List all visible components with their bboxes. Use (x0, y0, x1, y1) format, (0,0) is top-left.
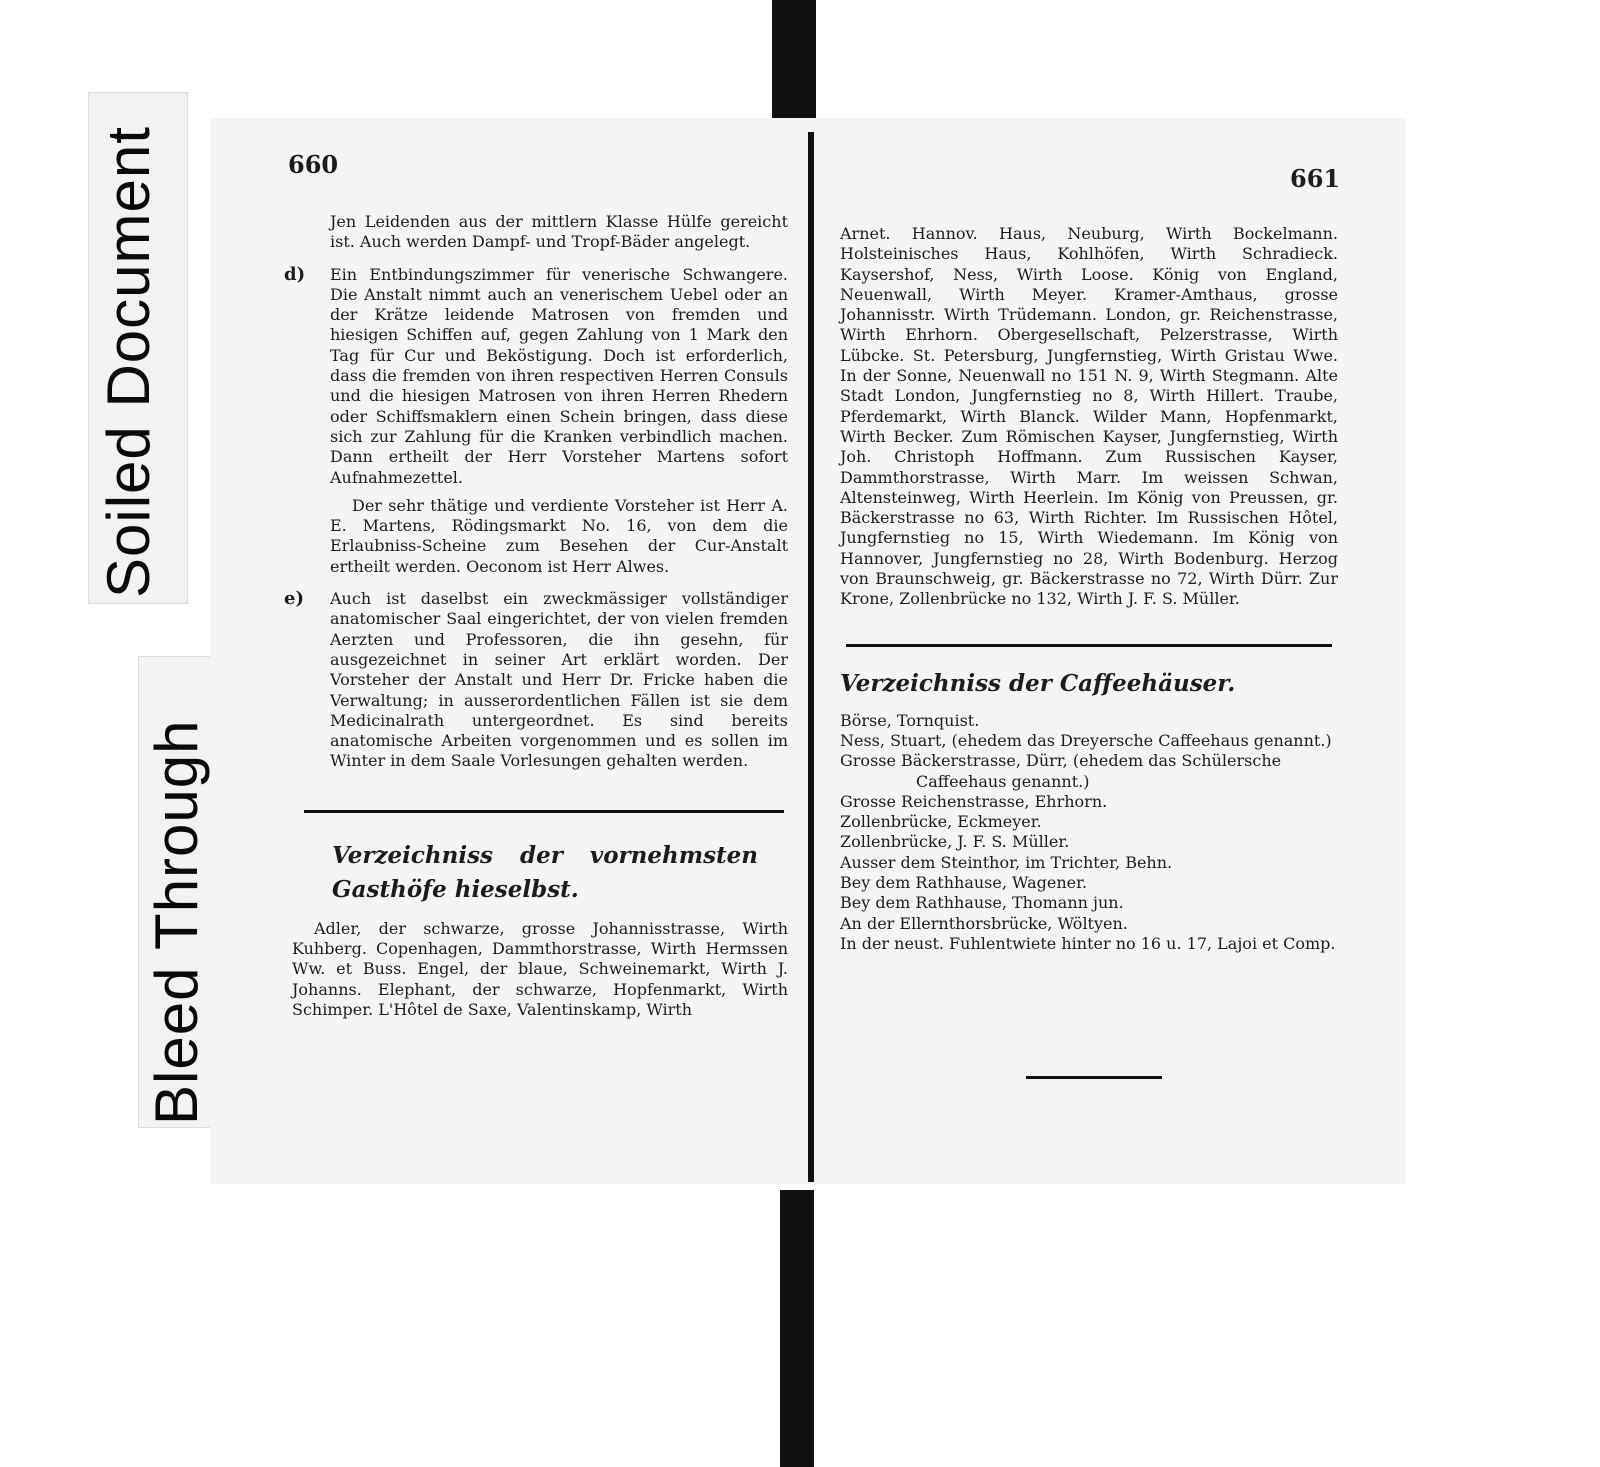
list-item: Ness, Stuart, (ehedem das Dreyersche Caffeehaus genannt.) (840, 730, 1332, 750)
list-item: Börse, Tornquist. (840, 710, 980, 730)
list-item: In der neust. Fuhlentwiete hinter no 16 u. 17, Lajoi et Comp. (840, 933, 1336, 953)
right-section-rule (846, 644, 1332, 647)
item-d (284, 263, 788, 488)
caffee-list (840, 711, 1338, 955)
bleed-through-label: Bleed Through (143, 719, 210, 1125)
list-item: Bey dem Rathhause, Thomann jun. (840, 893, 1124, 913)
list-item: Zollenbrücke, Eckmeyer. (840, 812, 1042, 832)
gasthoefe-heading: Verzeichniss der vornehmsten Gasthöfe hieselbst. (332, 841, 758, 903)
soiled-document-label: Soiled Document (95, 126, 162, 598)
caffee-heading: Verzeichniss der Caffeehäuser. (840, 669, 1236, 697)
list-item: Bey dem Rathhause, Wagener. (840, 873, 1088, 893)
left-page-number: 660 (288, 150, 339, 179)
list-item: Zollenbrücke, J. F. S. Müller. (840, 832, 1070, 852)
right-page-number: 661 (1290, 164, 1341, 193)
vorsteher-paragraph: Der sehr thätige und verdiente Vorsteher ist Herr A. E. Martens, Rödingsmarkt No. 16, von dem die Erlaubniss-Scheine zum Besehen der Cur-Anstalt ertheilt werden. Oeconom ist Herr Alwes. (330, 495, 788, 576)
intro-paragraph: Jen Leidenden aus der mittlern Klasse Hülfe gereicht ist. Auch werden Dampf- und Tropf-Bäder angelegt. (330, 212, 788, 252)
right-page-body (840, 224, 1338, 954)
gasthoefe-text: Adler, der schwarze, grosse Johannisstrasse, Wirth Kuhberg. Copenhagen, Dammthorstrasse, Wirth Hermssen Ww. et Buss. Engel, der blaue, Schweinemarkt, Wirth J. Johanns. Elephant, der schwarze, Hopfenmarkt, Wirth Schimper. L'Hôtel de Saxe, Valentinskamp, Wirth (292, 918, 788, 1019)
item-d-marker: d) (284, 263, 306, 285)
list-item: Grosse Bäckerstrasse, Dürr, (ehedem das Schülersche Caffeehaus genannt.) (840, 751, 1282, 791)
list-item: Ausser dem Steinthor, im Trichter, Behn. (840, 852, 1173, 872)
end-rule (1026, 1076, 1162, 1079)
item-e-text: Auch ist daselbst ein zweckmässiger vollständiger anatomischer Saal eingerichtet, der von vielen fremden Aerzten und Professoren, die ihn gesehn, für ausgezeichnet in seiner Art erklärt worden. Der Vorsteher der Anstalt und Herr Dr. Fricke haben die Verwaltung; in ausserordentlichen Fällen ist sie dem Medicinalrath untergeordnet. Es sind bereits anatomische Arbeiten vorgenommen und es sollen im Winter in dem Saale Vorlesungen gehalten werden. (330, 589, 788, 771)
item-e (284, 588, 788, 772)
left-section-rule (304, 810, 784, 813)
item-e-marker: e) (284, 588, 304, 610)
binding-bar-bottom (780, 1190, 814, 1467)
gasthoefe-continued: Arnet. Hannov. Haus, Neuburg, Wirth Bockelmann. Holsteinisches Haus, Kohlhöfen, Wirth Schradieck. Kaysershof, Ness, Wirth Loose. König von England, Neuenwall, Wirth Meyer. Kramer-Amthaus, grosse Johannisstr. Wirth Trüdemann. London, gr. Reichenstrasse, Wirth Ehrhorn. Obergesellschaft, Pelzerstrasse, Wirth Lübcke. St. Petersburg, Jungfernstieg, Wirth Gristau Wwe. In der Sonne, Neuenwall no 151 N. 9, Wirth Stegmann. Alte Stadt London, Jungfernstieg no 8, Wirth Hillert. Traube, Pferdemarkt, Wirth Blanck. Wilder Mann, Hopfenmarkt, Wirth Becker. Zum Römischen Kayser, Jungfernstieg, Wirth Joh. Christoph Hoffmann. Zum Russischen Kayser, Dammthorstrasse, Wirth Marr. Im weissen Schwan, Altensteinweg, Wirth Heerlein. Im König von Preussen, gr. Bäckerstrasse no 63, Wirth Richter. Im Russischen Hôtel, Jungfernstieg no 15, Wirth Wiedemann. Im König von Hannover, Jungfernstieg no 28, Wirth Bodenburg. Herzog von Braunschweig, gr. Bäckerstrasse no 72, Wirth Dürr. Zur Krone, Zollenbrücke no 132, Wirth J. F. S. Müller. (840, 224, 1338, 609)
list-item: Grosse Reichenstrasse, Ehrhorn. (840, 791, 1108, 811)
binding-bar-top (772, 0, 816, 130)
list-item: An der Ellernthorsbrücke, Wöltyen. (840, 913, 1128, 933)
item-d-text: Ein Entbindungszimmer für venerische Schwangere. Die Anstalt nimmt auch an venerischem Uebel oder an der Krätze leidende Matrosen von fremden und hiesigen Schiffen auf, gegen Zahlung von 1 Mark den Tag für Cur und Beköstigung. Doch ist erforderlich, dass die fremden von ihren respectiven Herren Consuls und die hiesigen Matrosen von ihren Herren Rhedern oder Schiffsmaklern einen Schein bringen, dass diese sich zur Zahlung für die Kranken verbindlich machen. Dann ertheilt der Herr Vorsteher Martens sofort Aufnahmezettel. (330, 264, 788, 487)
left-page-body (284, 212, 788, 1020)
book-spine (808, 132, 814, 1182)
